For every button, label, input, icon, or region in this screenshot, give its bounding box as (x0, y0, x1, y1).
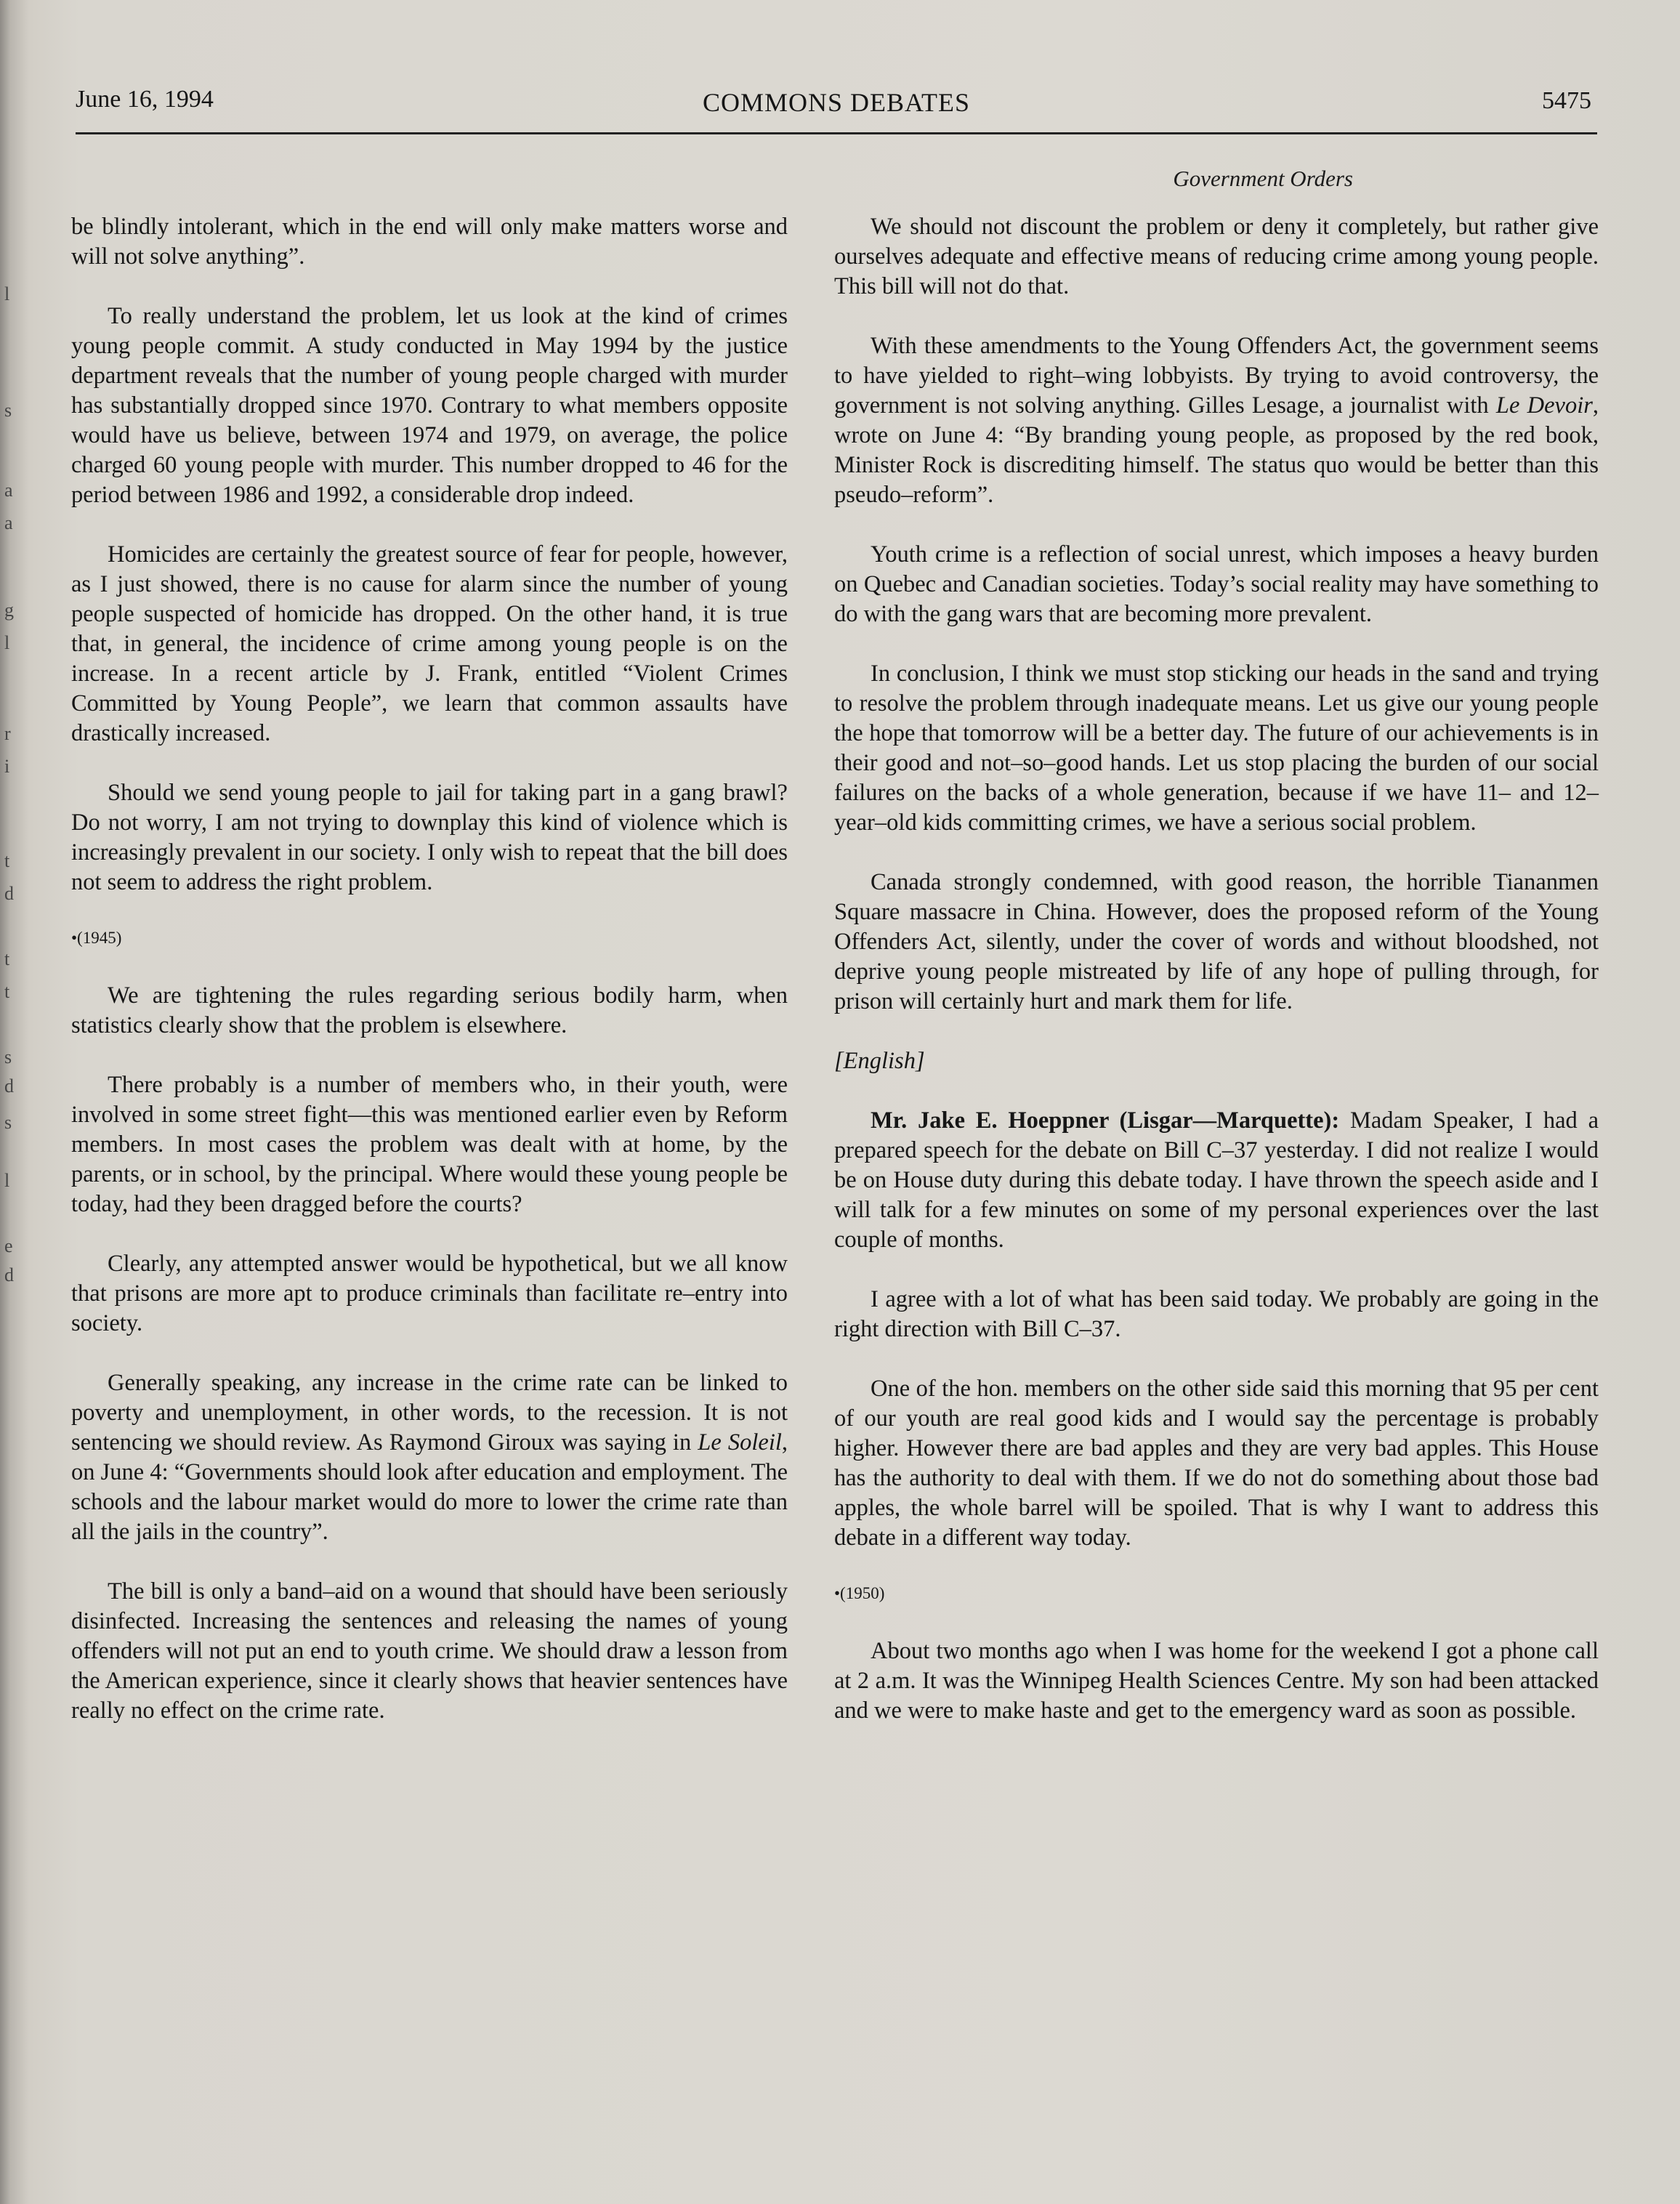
gutter-mark: t (4, 850, 10, 871)
paragraph: Should we send young people to jail for taking part in a gang brawl? Do not worry, I am not trying to downplay this kind of violence which is increasingly prevalent in our society. I only wish to repeat that the bill does not seem to address the right problem. (71, 780, 788, 895)
paragraph: We should not discount the problem or deny it completely, but rather give ourselves adequate and effective means of reducing crime among young people. This bill will not do that. (834, 214, 1599, 299)
header-title: COMMONS DEBATES (702, 88, 971, 117)
paragraph: Clearly, any attempted answer would be hypothetical, but we all know that prisons are more apt to produce criminals than facilitate re–entry into society. (71, 1251, 788, 1336)
paragraph-text: Madam Speaker, I had a prepared speech for the debate on Bill C–37 yesterday. I did not realize I would be on House duty during this debate today. I have thrown the speech aside and I will talk for a few minutes on some of my personal experiences over the last couple of months. (834, 1107, 1599, 1253)
gutter-mark: r (4, 723, 11, 744)
paragraph-text: , on June 4: “Governments should look after education and employment. The schools and the labour market would do more to lower the crime rate than all the jails in the country”. (71, 1429, 788, 1545)
paragraph-text: , wrote on June 4: “By branding young people, as proposed by the red book, Minister Rock is discrediting himself. The status quo would be better than this pseudo–reform”. (834, 392, 1599, 508)
speaker-name: Mr. Jake E. Hoeppner (Lisgar—Marquette): (871, 1107, 1340, 1134)
paragraph (834, 331, 1599, 510)
gutter-mark: a (4, 512, 13, 533)
gutter-mark: a (4, 480, 13, 501)
gutter-mark: t (4, 948, 10, 969)
gutter-mark: s (4, 1046, 12, 1067)
gutter-mark: i (4, 756, 10, 777)
paragraph: Youth crime is a reflection of social unrest, which imposes a heavy burden on Quebec and Canadian societies. Today’s social reality may have something to do with the gang wars that are becoming more prevalent. (834, 541, 1599, 627)
gutter-mark: t (4, 981, 10, 1002)
paragraph: One of the hon. members on the other side said this morning that 95 per cent of our youth are real good kids and I would say the percentage is probably higher. However there are bad apples and they are very bad apples. This House has the authority to deal with them. If we do not do something about those bad apples, the whole barrel will be spoiled. That is why I want to address this debate in a different way today. (834, 1376, 1599, 1551)
time-marker: •(1945) (71, 929, 122, 947)
gutter-mark: l (4, 283, 10, 304)
paragraph: Canada strongly condemned, with good reason, the horrible Tiananmen Square massacre in China. However, does the proposed reform of the Young Offenders Act, silently, under the cover of words and without bloodshed, not deprive young people mistreated by life of any hope of pulling through, for prison will certainly hurt and mark them for life. (834, 869, 1599, 1014)
paragraph: be blindly intolerant, which in the end will only make matters worse and will not solve anything”. (71, 214, 788, 270)
language-tag: [English] (834, 1048, 925, 1074)
gutter-mark: e (4, 1235, 13, 1256)
section-heading: Government Orders (1173, 166, 1353, 191)
paragraph-text: Generally speaking, any increase in the crime rate can be linked to poverty and unemployment, in other words, to the recession. It is not sentencing we should review. As Raymond Giroux was saying in (71, 1370, 788, 1456)
gutter-mark: s (4, 1112, 12, 1133)
paragraph: We are tightening the rules regarding serious bodily harm, when statistics clearly show that the problem is elsewhere. (71, 982, 788, 1038)
paragraph (71, 1368, 788, 1547)
gutter-mark: d (4, 883, 14, 904)
publication-title: Le Devoir (1495, 392, 1593, 419)
page-number: 5475 (1542, 87, 1591, 114)
gutter-mark: d (4, 1264, 14, 1285)
paragraph: Homicides are certainly the greatest source of fear for people, however, as I just showed, there is no cause for alarm since the number of young people suspected of homicide has dropped. On the other hand, it is true that, in general, the incidence of crime among young people is on the increase. In a recent article by J. Frank, entitled “Violent Crimes Committed by Young People”, we learn that common assaults have drastically increased. (71, 541, 788, 746)
paragraph: About two months ago when I was home for the weekend I got a phone call at 2 a.m. It was the Winnipeg Health Sciences Centre. My son had been attacked and we were to make haste and get to the emergency ward as soon as possible. (834, 1638, 1599, 1724)
gutter-mark: s (4, 400, 12, 421)
time-marker: •(1950) (834, 1584, 885, 1602)
paragraph: There probably is a number of members who, in their youth, were involved in some street fight—this was mentioned earlier even by Reform members. In most cases the problem was dealt with at home, by the parents, or in school, by the principal. Where would these young people be today, had they been dragged before the courts? (71, 1072, 788, 1217)
paragraph-text: With these amendments to the Young Offenders Act, the government seems to have yielded to right–wing lobbyists. By trying to avoid controversy, the government is not solving anything. Gilles Lesage, a journalist with (834, 333, 1599, 419)
header-date: June 16, 1994 (76, 86, 214, 113)
right-column (834, 212, 1599, 1756)
paragraph: To really understand the problem, let us look at the kind of crimes young people commit. A study conducted in May 1994 by the justice department reveals that the number of young people charged with murder has substantially dropped since 1970. Contrary to what members opposite would have us believe, between 1974 and 1979, on average, the police charged 60 young people with murder. This number dropped to 46 for the period between 1986 and 1992, a considerable drop indeed. (71, 303, 788, 508)
paragraph: In conclusion, I think we must stop sticking our heads in the sand and trying to resolve the problem through inadequate means. Let us give our young people the hope that tomorrow will be a better day. The future of our achievements is in their good and not–so–good hands. Let us stop placing the burden of our social failures on the backs of a whole generation, because if we have 11– and 12–year–old kids committing crimes, we have a serious social problem. (834, 661, 1599, 836)
paragraph: The bill is only a band–aid on a wound that should have been seriously disinfected. Increasing the sentences and releasing the names of young offenders will not put an end to youth crime. We should draw a lesson from the American experience, since it clearly shows that heavier sentences have really no effect on the crime rate. (71, 1578, 788, 1724)
paragraph (834, 1106, 1599, 1255)
left-column (71, 212, 788, 1756)
gutter-mark: l (4, 1170, 10, 1191)
gutter-mark: l (4, 632, 10, 653)
gutter-margin-marks (0, 233, 16, 1613)
gutter-mark: g (4, 600, 14, 621)
gutter-mark: d (4, 1075, 14, 1097)
page-header (76, 81, 1597, 134)
paragraph: I agree with a lot of what has been said today. We probably are going in the right direction with Bill C–37. (834, 1286, 1599, 1342)
publication-title: Le Soleil (698, 1429, 782, 1456)
